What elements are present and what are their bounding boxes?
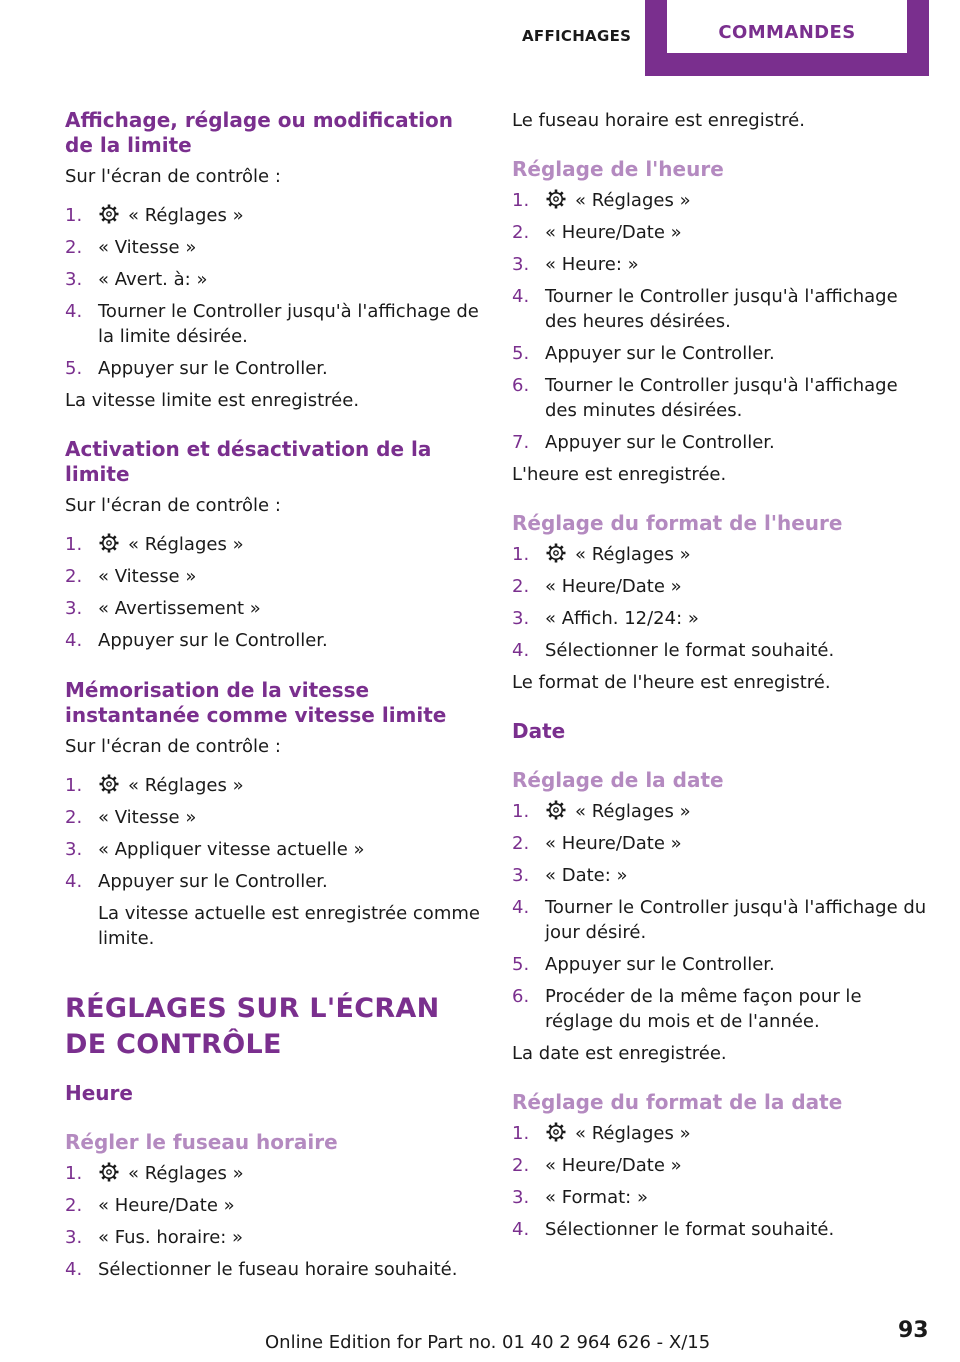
- list-item: 4. Tourner le Controller jusqu'à l'affichage des heures désirées.: [512, 286, 898, 332]
- steps-list: [65, 1161, 480, 1282]
- list-item: 2. « Heure/Date »: [512, 576, 682, 597]
- list-item: 3. « Affich. 12/24: »: [512, 608, 699, 629]
- intro-text: Sur l'écran de contrôle :: [65, 166, 281, 187]
- chapter-title: RÉGLAGES SUR L'ÉCRAN DE CONTRÔLE: [65, 993, 440, 1060]
- steps-list: [512, 542, 930, 663]
- edition-text: Online Edition for Part no. 01 40 2 964 626 - X/15: [265, 1332, 711, 1353]
- list-item: 3. « Heure: »: [512, 254, 639, 275]
- intro-text: Sur l'écran de contrôle :: [65, 495, 281, 516]
- outro-text: Le format de l'heure est enregistré.: [512, 672, 831, 693]
- list-item: 1. « Réglages »: [65, 534, 244, 555]
- header-tab-affichages-label: AFFICHAGES: [522, 27, 632, 45]
- list-item: 4. Tourner le Controller jusqu'à l'affichage de la limite désirée.: [65, 301, 479, 347]
- list-item: 1. « Réglages »: [65, 205, 244, 226]
- list-item: 3. « Avert. à: »: [65, 269, 208, 290]
- left-column: [65, 108, 480, 1289]
- list-item: 4. Sélectionner le fuseau horaire souhaité.: [65, 1259, 458, 1280]
- section-title-fuseau: Régler le fuseau horaire: [65, 1130, 338, 1154]
- list-item: 2. « Heure/Date »: [65, 1195, 235, 1216]
- list-item: 4. Appuyer sur le Controller.: [65, 630, 328, 651]
- gear-icon: [98, 532, 120, 554]
- section-title-format-date: Réglage du format de la date: [512, 1090, 843, 1114]
- gear-icon: [545, 188, 567, 210]
- list-item: 2. « Vitesse »: [65, 566, 197, 587]
- gear-icon: [98, 203, 120, 225]
- heading-date: Date: [512, 719, 566, 743]
- header-tab-commandes-box: [667, 0, 907, 53]
- section-title-memorisation: Mémorisation de la vitesse instantanée comme vitesse limite: [65, 678, 447, 727]
- gear-icon: [545, 799, 567, 821]
- header-tab-affichages[interactable]: [496, 0, 644, 76]
- step-note: La vitesse actuelle est enregistrée comme limite.: [98, 903, 480, 949]
- list-item: 3. « Date: »: [512, 865, 628, 886]
- right-column: [512, 108, 930, 1249]
- section-title-limite: Affichage, réglage ou modification de la limite: [65, 108, 454, 157]
- steps-list: [512, 1121, 930, 1242]
- list-item: 6. Procéder de la même façon pour le réglage du mois et de l'année.: [512, 986, 862, 1032]
- section-title-date: Réglage de la date: [512, 768, 724, 792]
- steps-list: [512, 799, 930, 1034]
- gear-icon: [545, 1121, 567, 1143]
- steps-list: [65, 532, 480, 653]
- list-item: 1. « Réglages »: [512, 544, 691, 565]
- list-item: 1. « Réglages »: [65, 775, 244, 796]
- section-title-activation: Activation et désactivation de la limite: [65, 437, 432, 486]
- list-item: 2. « Vitesse »: [65, 237, 197, 258]
- gear-icon: [98, 773, 120, 795]
- steps-list: [512, 188, 930, 455]
- list-item: 4. Sélectionner le format souhaité.: [512, 640, 835, 661]
- list-item: 6. Tourner le Controller jusqu'à l'affichage des minutes désirées.: [512, 375, 898, 421]
- heading-heure: Heure: [65, 1081, 133, 1105]
- list-item: 3. « Fus. horaire: »: [65, 1227, 244, 1248]
- list-item: 4. Appuyer sur le Controller.: [65, 871, 328, 892]
- page-number: 93: [898, 1318, 929, 1343]
- section-title-format-heure: Réglage du format de l'heure: [512, 511, 843, 535]
- list-item: 5. Appuyer sur le Controller.: [512, 343, 775, 364]
- list-item: 2. « Heure/Date »: [512, 833, 682, 854]
- list-item: 4. Sélectionner le format souhaité.: [512, 1219, 835, 1240]
- gear-icon: [98, 1161, 120, 1183]
- list-item: 7. Appuyer sur le Controller.: [512, 432, 775, 453]
- outro-text: La vitesse limite est enregistrée.: [65, 390, 360, 411]
- list-item: 1. « Réglages »: [512, 190, 691, 211]
- list-item: 5. Appuyer sur le Controller.: [65, 358, 328, 379]
- gear-icon: [545, 542, 567, 564]
- header-tab-commandes-label: COMMANDES: [718, 22, 856, 43]
- lead-text: Le fuseau horaire est enregistré.: [512, 110, 805, 131]
- list-item: 1. « Réglages »: [65, 1163, 244, 1184]
- header-tab-commandes[interactable]: [645, 0, 929, 76]
- list-item: 3. « Avertissement »: [65, 598, 261, 619]
- list-item: 2. « Heure/Date »: [512, 1155, 682, 1176]
- list-item: 1. « Réglages »: [512, 801, 691, 822]
- section-title-heure: Réglage de l'heure: [512, 157, 724, 181]
- steps-list: [65, 203, 480, 381]
- list-item: 4. Tourner le Controller jusqu'à l'affichage du jour désiré.: [512, 897, 927, 943]
- list-item: 3. « Appliquer vitesse actuelle »: [65, 839, 365, 860]
- list-item: 2. « Heure/Date »: [512, 222, 682, 243]
- list-item: 3. « Format: »: [512, 1187, 648, 1208]
- list-item: 5. Appuyer sur le Controller.: [512, 954, 775, 975]
- list-item: 2. « Vitesse »: [65, 807, 197, 828]
- intro-text: Sur l'écran de contrôle :: [65, 736, 281, 757]
- list-item: 1. « Réglages »: [512, 1123, 691, 1144]
- outro-text: La date est enregistrée.: [512, 1043, 727, 1064]
- steps-list: [65, 773, 480, 894]
- outro-text: L'heure est enregistrée.: [512, 464, 727, 485]
